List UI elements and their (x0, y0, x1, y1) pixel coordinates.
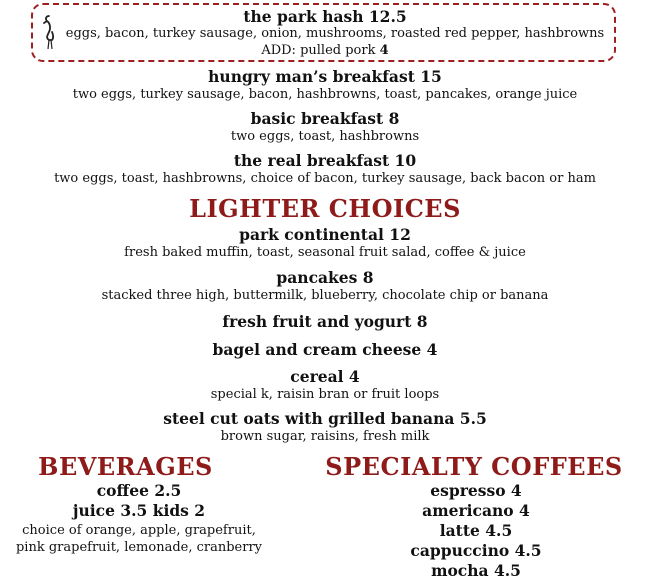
menu-item-desc: two eggs, turkey sausage, bacon, hashbrowns, toast, pancakes, orange juice (72, 87, 578, 102)
menu-item-desc: special k, raisin bran or fruit loops (210, 387, 440, 402)
coffee-line: espresso 4 (430, 481, 522, 500)
featured-add (0, 43, 650, 58)
menu-item-title: basic breakfast 8 (250, 109, 400, 128)
featured-desc: eggs, bacon, turkey sausage, onion, mushrooms, roasted red pepper, hashbrowns (65, 26, 605, 41)
menu-item-title: the real breakfast 10 (233, 151, 417, 170)
menu-item-title: steel cut oats with grilled banana 5.5 (163, 409, 487, 428)
menu-item-desc: two eggs, toast, hashbrowns, choice of bacon, turkey sausage, back bacon or ham (54, 171, 596, 186)
beverage-line: juice 3.5 kids 2 (72, 501, 206, 520)
menu-item-title: cereal 4 (290, 367, 360, 386)
coffee-line: mocha 4.5 (431, 561, 521, 580)
menu-item-title: park continental 12 (239, 225, 411, 244)
coffee-line: cappuccino 4.5 (410, 541, 542, 560)
coffee-line: americano 4 (422, 501, 530, 520)
menu-item-title: fresh fruit and yogurt 8 (222, 312, 428, 331)
menu-item-desc: fresh baked muffin, toast, seasonal fruit salad, coffee & juice (124, 245, 526, 260)
menu-item-desc: brown sugar, raisins, fresh milk (220, 429, 430, 444)
beverage-desc: pink grapefruit, lemonade, cranberry (15, 540, 263, 555)
featured-title: the park hash 12.5 (243, 7, 407, 26)
menu-item-desc: two eggs, toast, hashbrowns (230, 129, 420, 144)
beverages-list (0, 481, 278, 556)
coffee-line: latte 4.5 (439, 521, 513, 540)
specialty-list (376, 481, 576, 581)
menu-item-title: bagel and cream cheese 4 (212, 340, 438, 359)
section-heading-specialty-coffees: SPECIALTY COFFEES (325, 452, 623, 481)
section-heading-lighter-choices: LIGHTER CHOICES (189, 194, 461, 223)
menu-item-title: hungry man’s breakfast 15 (208, 67, 442, 86)
featured-add-label: ADD: pulled pork (261, 43, 376, 58)
menu-item-title: pancakes 8 (276, 268, 374, 287)
menu-item-desc: stacked three high, buttermilk, blueberry, chocolate chip or banana (101, 288, 549, 303)
beverage-desc: choice of orange, apple, grapefruit, (22, 523, 256, 538)
section-heading-beverages: BEVERAGES (38, 452, 213, 481)
beverage-line: coffee 2.5 (96, 481, 182, 500)
featured-add-price: 4 (379, 43, 389, 58)
